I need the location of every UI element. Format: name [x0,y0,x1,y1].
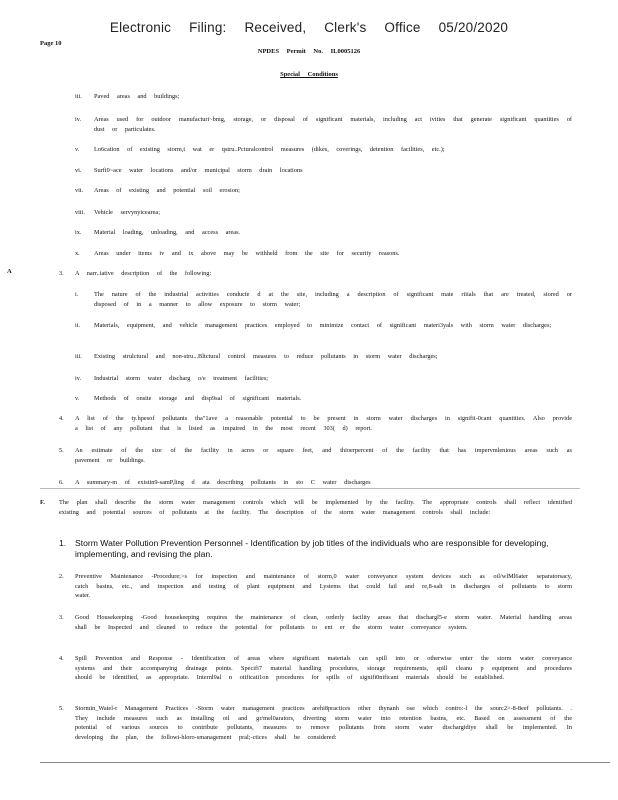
section-title: Special Conditions [280,71,338,78]
list-item-text: Storm Water Pollution Prevention Personnel - Identification by job titles of the individuals who are responsible for developing, implementing, and revising the plan. [75,538,549,559]
list-item-text: The nature of the industrial activities conducte d at the site, including a description of significant mate riiials that are treated, stored or disposed of in a manner to allow exposure to storm water; [94,291,572,308]
list-item-text: Existing strulctural and non-stru...Bltctural control measures to reduce pollutants in storm water discharges; [94,353,438,360]
list-item-text: Vehicle servynyicearea; [94,209,160,216]
item-number: 4. [59,415,64,422]
list-item-text: An estimate of the size of the facility in acres or square feet, and thioerpercent of the facility that has impervmlenious areas such as pavement or buildings. [75,447,572,464]
item-number: x. [75,250,80,257]
item-number: 1. [59,538,67,548]
permit-header: NPDES Permit No. IL0005126 [257,48,361,55]
page-label: Page 10 [40,40,62,47]
scan-rule [40,488,580,489]
item-number: v. [75,395,80,402]
list-item-text: Methods of onsite storage and disp9sal of significant materials. [94,395,302,402]
item-number: iii. [75,353,82,360]
list-item-text: Lo6cation of existing storm,t wat er qstru..Pcturalcontrol measures (dikes, coverings, detention facilities, etc.); [94,146,445,153]
item-number: 4. [59,655,64,662]
list-item-text: Materials, equipment, and vehicle management practices employed to minimize contact of significant materi3yals with storm water discharges; [94,322,552,329]
list-item-text: Good Housekeeping -Good housekeeping requires the maintenance of clean, orderly facility areas that dischargl5-e storm water. Material handling areas shall be Inspected and cleaned to reduce the potential for pollutants to ent er the storm water conveyance system. [75,614,572,631]
margin-mark: A [7,268,12,275]
item-number: iii. [75,93,82,100]
item-number: iv. [75,116,82,123]
section-text: The plan shall describe the storm water management controls which will be implemented by the facility. The appropriate controls shall reflect identified existing and potential sources of pollutants at the facility. The description of the storm water management controls shall include: [59,499,572,516]
item-number: 3. [59,270,64,277]
list-item-text: A narr..iative description of the following: [75,270,212,277]
list-item-text: Paved areas and buildings; [94,93,180,100]
item-number: ii. [75,322,81,329]
list-item-text: A summary-m of existin9-samP,ling d ata describing pollutants in sto C water discharges [75,479,371,486]
list-item-text: Areas of existing and potential soil erosion; [94,187,240,194]
list-item-text: Spill Prevention and Response - Identification of areas where significant materials can spill into or otherwise enter the storm water conveyance systems and their accompanying drainage points. Specifi7 material handling procedures, storage requirements, spill cleanu p equipment and procedures should be identified, as appropriate. Internl9al n otificati1on procedures for spills of signifi0nificant materials should be established. [75,655,572,681]
item-number: 6. [59,479,64,486]
list-item-text: Stormin_Watel-r Management Practices -Storm water management practices arehi8practices other thynanh ose which contro:-l the sourc2>-8-8eef pollutants. . They include measures such as installing oil and gr/mel0arators, diverting storm water into retention basins, etc. Based on assessment of the potential of various sources to contribute pollutants, measures to remove pollutants from storm water dischargidiye shall be implemented. In developing the plan, the followi-hloro-smanagement pral;-ctices shall be considered: [75,705,572,741]
item-number: viii. [75,209,85,216]
list-item-text: Material loading, unloading, and access areas. [94,229,241,236]
list-item-text: Preventive Maintenance -Procedure;>s for inspection and maintenance of storm,0 water conveyance system devices such as oil/wlMl6ater separatorsacy, catch basins, etc., and inspection and testing of plant equipment and Lystems that could fail and re,8-salt in discharges of pollutants to storm water. [75,573,572,599]
section-label: F. [40,499,45,506]
list-item-text: Areas under items iv and ix above may be withheld from the site for security reasons. [94,250,400,257]
item-number: 5. [59,705,64,712]
list-item-text: A list of the ty.hpesof pollutants tha"1ave a reasonable potential to be present in storm water discharges in signifii-0cant quantities. Also provide a list of any pollutant that is listed as impaired in the most recent 303( d) report. [75,415,572,432]
filing-banner: Electronic Filing: Received, Clerk's Office 05/20/2020 [109,20,509,35]
item-number: vii. [75,187,84,194]
item-number: vi. [75,167,82,174]
list-item [75,92,82,102]
list-item-text: Industrial storm water discharg o/e treatment facilities; [94,375,269,382]
item-number: 5. [59,447,64,454]
item-number: i. [75,291,79,298]
bottom-scan-rule [40,762,610,763]
item-number: 2. [59,573,64,580]
item-number: v. [75,146,80,153]
list-item-text: Surfi0~ace water locations and/or municipal storm drain locations [94,167,303,174]
list-item-text: Areas used for outdoor manufacturi~bmg, storage, or disposal of significant materials, including act ivities that generate significant quantities of dust or particulates. [94,116,572,133]
item-number: 3. [59,614,64,621]
item-number: ix. [75,229,82,236]
item-number: iv. [75,375,82,382]
